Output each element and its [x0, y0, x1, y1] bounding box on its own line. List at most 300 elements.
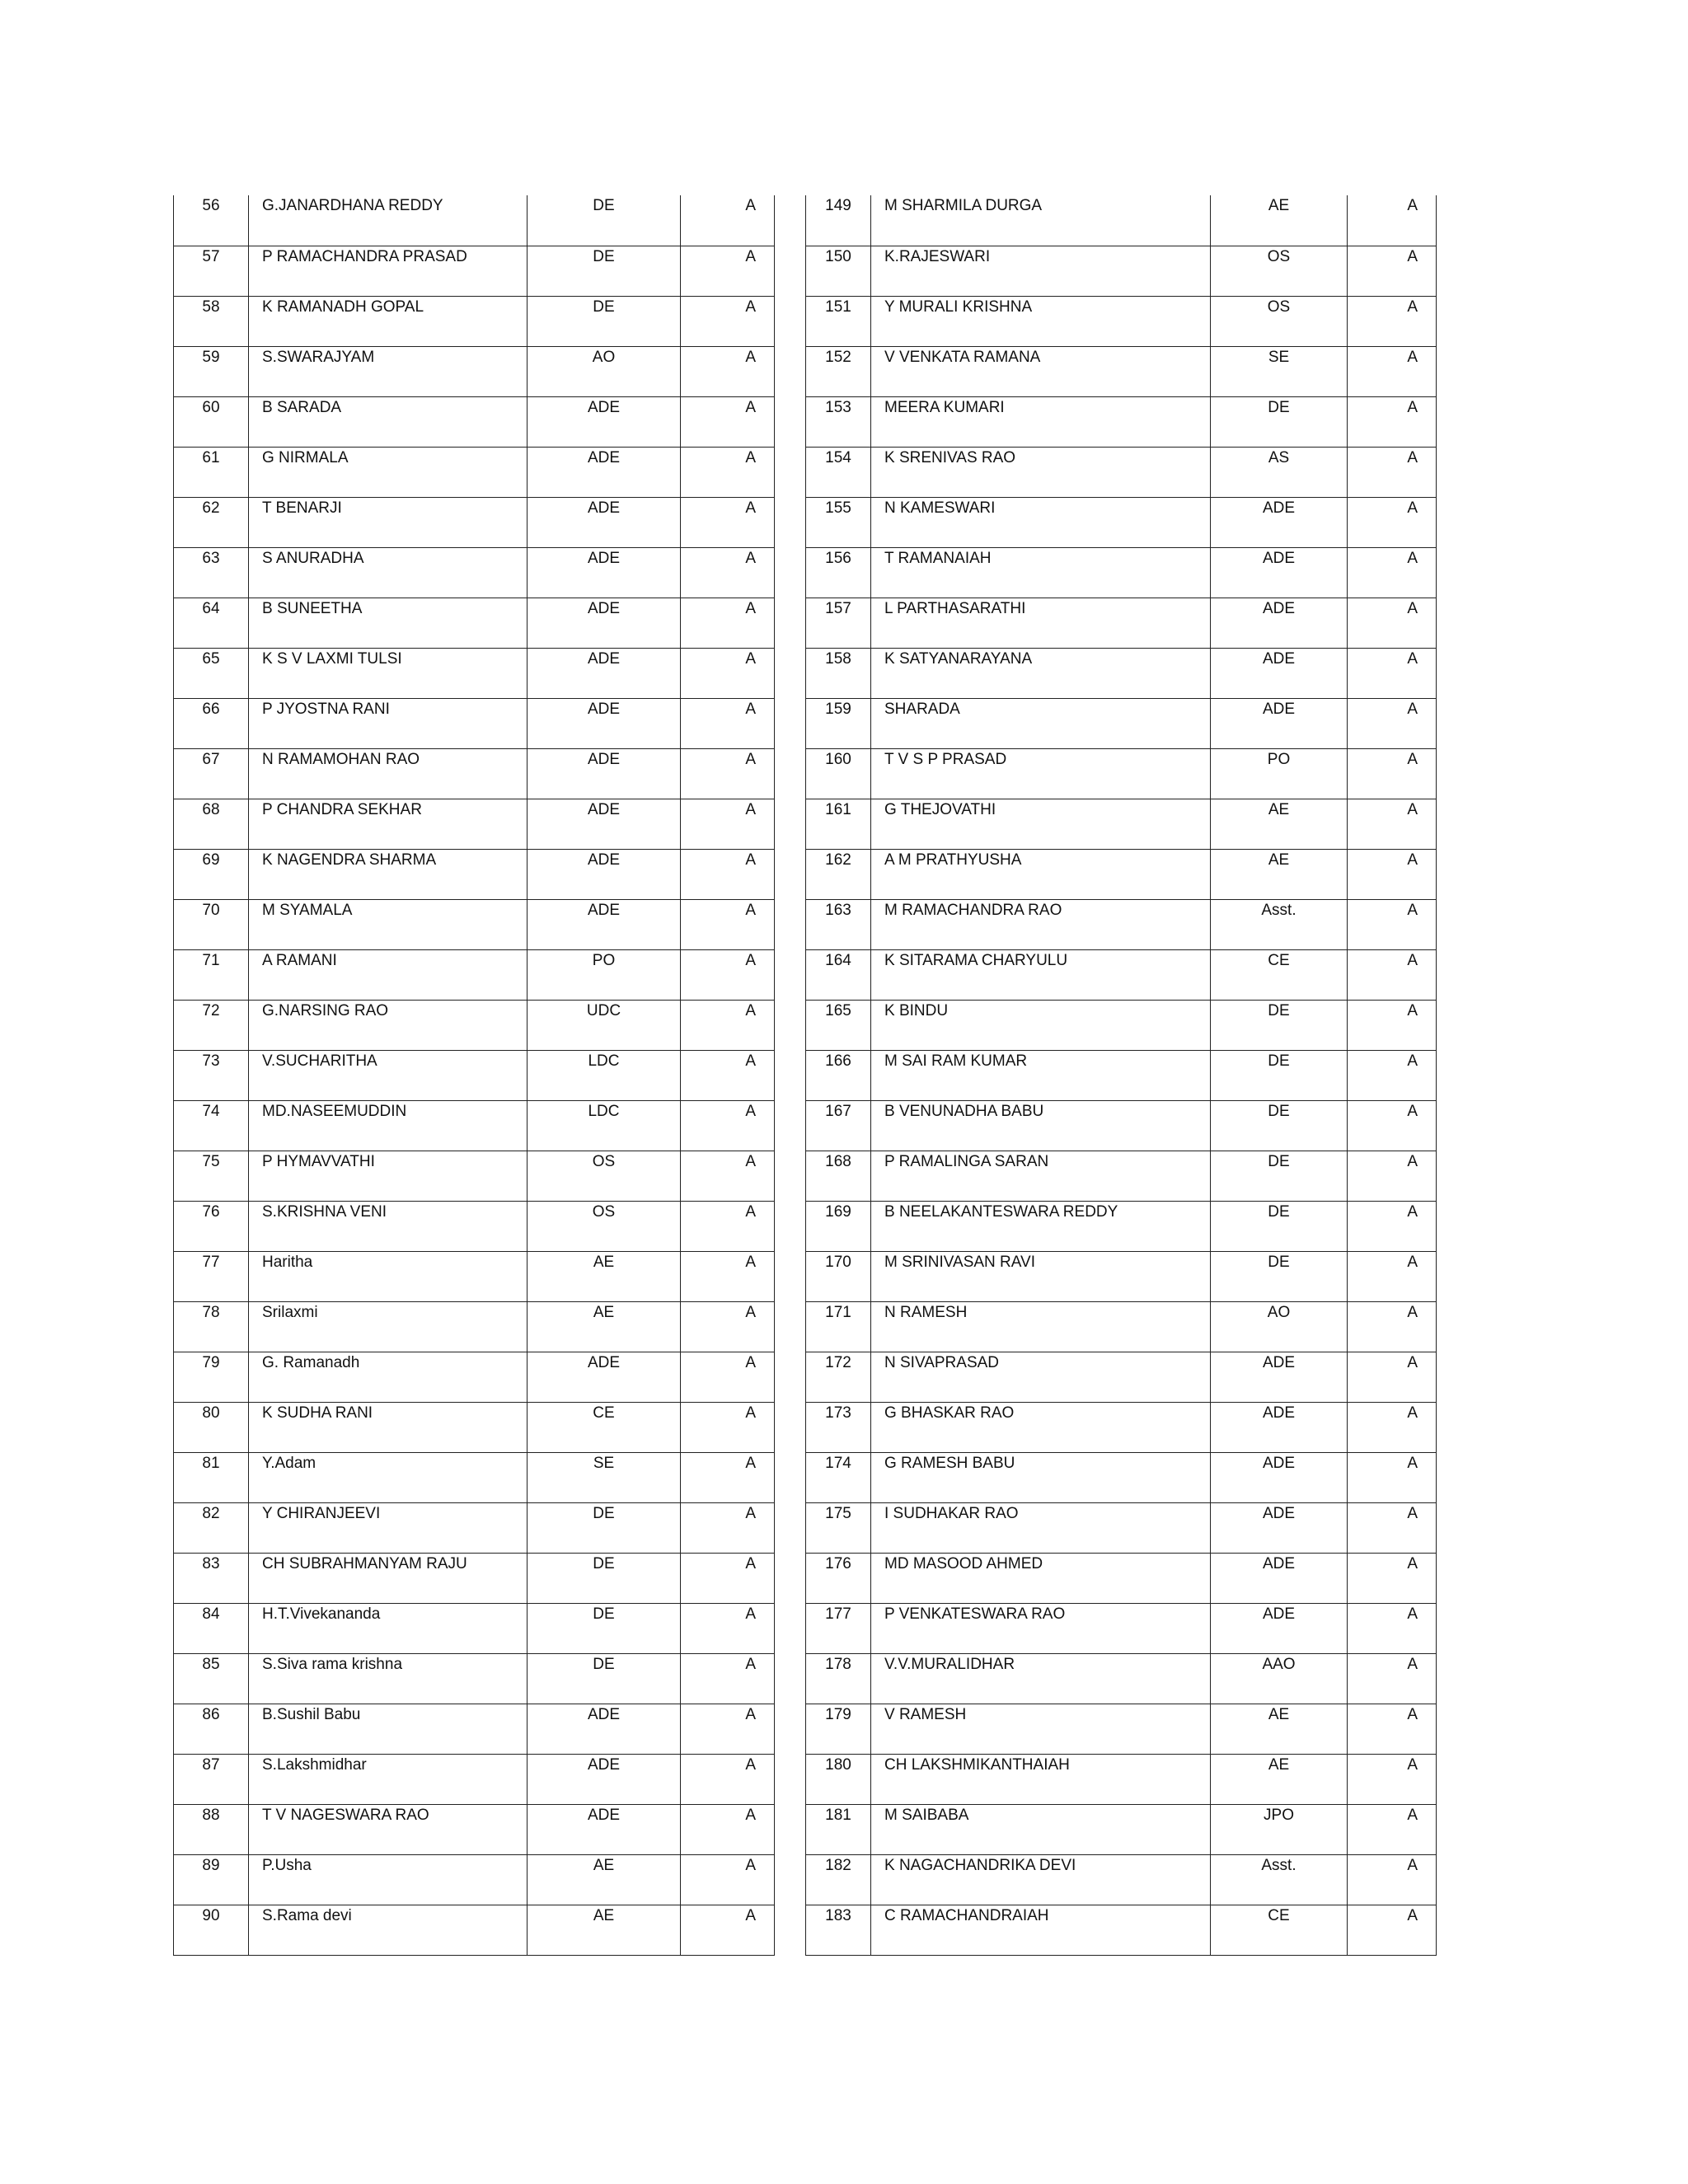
status-cell [1348, 195, 1437, 246]
serial-number-cell [174, 598, 249, 648]
table-row [806, 296, 1437, 346]
serial-number-cell [174, 1251, 249, 1301]
name-cell [249, 1553, 528, 1603]
status-cell [1348, 296, 1437, 346]
serial-number-text: 150 [825, 247, 851, 265]
designation-cell [1211, 497, 1348, 547]
status-text: A [1407, 197, 1418, 214]
status-text: A [745, 1504, 756, 1522]
designation-cell [528, 698, 681, 748]
name-cell [249, 1151, 528, 1201]
table-row [806, 1151, 1437, 1201]
table-row [174, 1704, 775, 1754]
designation-cell [1211, 1402, 1348, 1452]
name-cell [249, 648, 528, 698]
designation-cell [528, 1553, 681, 1603]
serial-number-text: 160 [825, 750, 851, 768]
designation-cell [1211, 195, 1348, 246]
status-cell [681, 648, 775, 698]
name-cell [249, 1000, 528, 1050]
name-text: K BINDU [884, 1001, 949, 1019]
serial-number-text: 162 [825, 851, 851, 869]
designation-cell [1211, 1653, 1348, 1704]
serial-number-cell [806, 1754, 871, 1804]
table-row [174, 1050, 775, 1100]
designation-cell [528, 1201, 681, 1251]
serial-number-cell [806, 497, 871, 547]
name-cell [871, 1000, 1211, 1050]
serial-number-text: 153 [825, 398, 851, 416]
status-cell [1348, 1754, 1437, 1804]
name-text: G THEJOVATHI [884, 800, 996, 818]
serial-number-text: 85 [202, 1655, 220, 1673]
status-cell [681, 547, 775, 598]
name-cell [249, 1704, 528, 1754]
table-row [806, 899, 1437, 949]
designation-cell [528, 1704, 681, 1754]
name-cell [249, 1502, 528, 1553]
table-row [806, 1301, 1437, 1352]
table-row [174, 849, 775, 899]
status-cell [681, 1754, 775, 1804]
serial-number-text: 167 [825, 1102, 851, 1120]
status-cell [681, 1653, 775, 1704]
designation-text: ADE [1262, 1353, 1296, 1371]
status-text: A [745, 398, 756, 416]
status-text: A [1407, 398, 1418, 416]
table-row [174, 296, 775, 346]
name-cell [249, 246, 528, 296]
status-cell [681, 246, 775, 296]
name-text: N RAMESH [884, 1303, 968, 1321]
status-cell [681, 748, 775, 799]
serial-number-cell [174, 748, 249, 799]
name-text: P HYMAVVATHI [262, 1152, 375, 1170]
serial-number-cell [806, 1301, 871, 1352]
name-cell [249, 547, 528, 598]
designation-cell [1211, 1905, 1348, 1955]
designation-text: AE [593, 1303, 615, 1321]
status-cell [1348, 447, 1437, 497]
serial-number-text: 168 [825, 1152, 851, 1170]
designation-text: DE [593, 1605, 615, 1623]
designation-text: AE [1268, 197, 1290, 214]
designation-cell [528, 246, 681, 296]
status-cell [1348, 346, 1437, 396]
designation-text: JPO [1264, 1806, 1294, 1824]
name-text: K NAGENDRA SHARMA [262, 851, 437, 869]
serial-number-cell [806, 1653, 871, 1704]
name-cell [871, 799, 1211, 849]
status-text: A [745, 1806, 756, 1824]
name-text: T V S P PRASAD [884, 750, 1007, 768]
name-cell [249, 698, 528, 748]
serial-number-cell [806, 1000, 871, 1050]
serial-number-cell [174, 195, 249, 246]
serial-number-text: 152 [825, 348, 851, 366]
table-row [806, 497, 1437, 547]
designation-cell [1211, 1100, 1348, 1151]
serial-number-text: 172 [825, 1353, 851, 1371]
designation-text: AE [593, 1253, 615, 1271]
designation-cell [528, 1301, 681, 1352]
table-row [174, 598, 775, 648]
serial-number-text: 176 [825, 1554, 851, 1572]
table-row [174, 748, 775, 799]
table-row [174, 949, 775, 1000]
table-row [174, 1000, 775, 1050]
designation-text: DE [1268, 1202, 1290, 1221]
designation-cell [528, 396, 681, 447]
serial-number-cell [174, 447, 249, 497]
designation-text: DE [1268, 1052, 1290, 1070]
name-text: P CHANDRA SEKHAR [262, 800, 422, 818]
designation-text: CE [1268, 951, 1290, 969]
serial-number-cell [806, 1251, 871, 1301]
name-text: B SUNEETHA [262, 599, 363, 617]
status-text: A [1407, 851, 1418, 869]
serial-number-text: 164 [825, 951, 851, 969]
table-row [174, 1151, 775, 1201]
name-text: K SRENIVAS RAO [884, 448, 1016, 466]
status-text: A [1407, 951, 1418, 969]
serial-number-text: 67 [202, 750, 220, 768]
table-row [806, 648, 1437, 698]
name-text: B SARADA [262, 398, 342, 416]
serial-number-cell [174, 899, 249, 949]
status-cell [1348, 1603, 1437, 1653]
serial-number-cell [174, 1603, 249, 1653]
serial-number-text: 58 [202, 298, 220, 316]
serial-number-text: 173 [825, 1404, 851, 1422]
designation-cell [528, 1251, 681, 1301]
status-text: A [1407, 1303, 1418, 1321]
status-cell [681, 799, 775, 849]
serial-number-cell [174, 949, 249, 1000]
serial-number-text: 75 [202, 1152, 220, 1170]
designation-text: UDC [586, 1001, 621, 1019]
designation-text: AS [1268, 448, 1290, 466]
name-cell [871, 899, 1211, 949]
name-cell [871, 296, 1211, 346]
serial-number-text: 84 [202, 1605, 220, 1623]
status-cell [1348, 1653, 1437, 1704]
status-cell [1348, 1251, 1437, 1301]
serial-number-cell [806, 396, 871, 447]
name-text: H.T.Vivekananda [262, 1605, 381, 1623]
table-row [174, 648, 775, 698]
designation-cell [528, 497, 681, 547]
serial-number-text: 157 [825, 599, 851, 617]
status-text: A [1407, 901, 1418, 919]
serial-number-text: 171 [825, 1303, 851, 1321]
status-cell [1348, 949, 1437, 1000]
name-cell [871, 447, 1211, 497]
name-cell [249, 1100, 528, 1151]
designation-cell [1211, 1603, 1348, 1653]
serial-number-cell [806, 1050, 871, 1100]
name-cell [249, 195, 528, 246]
name-cell [249, 598, 528, 648]
name-text: B VENUNADHA BABU [884, 1102, 1044, 1120]
designation-text: ADE [587, 901, 621, 919]
status-text: A [745, 1605, 756, 1623]
status-cell [1348, 1050, 1437, 1100]
serial-number-text: 161 [825, 800, 851, 818]
name-cell [249, 1804, 528, 1854]
name-text: T BENARJI [262, 499, 342, 517]
name-text: G BHASKAR RAO [884, 1404, 1015, 1422]
serial-number-text: 70 [202, 901, 220, 919]
status-text: A [1407, 1605, 1418, 1623]
name-cell [249, 1854, 528, 1905]
serial-number-text: 63 [202, 549, 220, 567]
status-text: A [1407, 1404, 1418, 1422]
status-text: A [745, 1202, 756, 1221]
table-row [174, 1251, 775, 1301]
table-row [806, 748, 1437, 799]
designation-text: OS [592, 1202, 616, 1221]
serial-number-cell [806, 899, 871, 949]
status-text: A [745, 499, 756, 517]
serial-number-cell [174, 547, 249, 598]
table-row [174, 698, 775, 748]
status-text: A [1407, 800, 1418, 818]
designation-cell [528, 296, 681, 346]
designation-text: ADE [587, 700, 621, 718]
name-text: T RAMANAIAH [884, 549, 992, 567]
name-text: Srilaxmi [262, 1303, 318, 1321]
serial-number-cell [806, 1553, 871, 1603]
status-cell [1348, 598, 1437, 648]
status-text: A [745, 247, 756, 265]
designation-text: Asst. [1261, 1856, 1296, 1874]
status-cell [1348, 748, 1437, 799]
status-cell [681, 447, 775, 497]
status-cell [681, 949, 775, 1000]
name-text: M SYAMALA [262, 901, 353, 919]
designation-text: SE [593, 1454, 615, 1472]
name-cell [249, 1301, 528, 1352]
designation-cell [1211, 799, 1348, 849]
table-row [806, 1452, 1437, 1502]
status-cell [1348, 1804, 1437, 1854]
serial-number-cell [806, 1502, 871, 1553]
table-row [174, 1201, 775, 1251]
name-text: K SATYANARAYANA [884, 649, 1033, 668]
table-row [806, 1553, 1437, 1603]
designation-text: AO [592, 348, 616, 366]
serial-number-text: 156 [825, 549, 851, 567]
designation-cell [528, 1100, 681, 1151]
name-text: G.NARSING RAO [262, 1001, 389, 1019]
serial-number-cell [174, 849, 249, 899]
status-cell [681, 598, 775, 648]
serial-number-text: 155 [825, 499, 851, 517]
status-text: A [745, 1554, 756, 1572]
status-cell [681, 1000, 775, 1050]
serial-number-text: 80 [202, 1404, 220, 1422]
serial-number-text: 68 [202, 800, 220, 818]
name-text: K.RAJESWARI [884, 247, 991, 265]
name-text: S.Siva rama krishna [262, 1655, 403, 1673]
status-text: A [1407, 448, 1418, 466]
designation-cell [1211, 748, 1348, 799]
name-cell [871, 1603, 1211, 1653]
serial-number-text: 59 [202, 348, 220, 366]
serial-number-text: 154 [825, 448, 851, 466]
designation-cell [1211, 1151, 1348, 1201]
status-cell [1348, 1502, 1437, 1553]
table-row [806, 1905, 1437, 1955]
designation-text: ADE [1262, 1454, 1296, 1472]
name-text: Y CHIRANJEEVI [262, 1504, 381, 1522]
status-text: A [745, 901, 756, 919]
table-row [174, 1100, 775, 1151]
table-row [806, 1000, 1437, 1050]
serial-number-text: 159 [825, 700, 851, 718]
serial-number-cell [174, 1050, 249, 1100]
serial-number-cell [806, 547, 871, 598]
status-text: A [745, 197, 756, 214]
status-text: A [745, 1906, 756, 1924]
status-cell [681, 195, 775, 246]
table-row [806, 949, 1437, 1000]
status-text: A [1407, 1504, 1418, 1522]
status-text: A [745, 549, 756, 567]
status-cell [681, 296, 775, 346]
status-cell [1348, 1452, 1437, 1502]
designation-cell [528, 1754, 681, 1804]
status-cell [681, 698, 775, 748]
serial-number-cell [806, 195, 871, 246]
name-text: S ANURADHA [262, 549, 364, 567]
designation-text: ADE [587, 1705, 621, 1723]
designation-cell [528, 447, 681, 497]
serial-number-text: 177 [825, 1605, 851, 1623]
designation-text: AE [593, 1856, 615, 1874]
name-text: K RAMANADH GOPAL [262, 298, 424, 316]
status-cell [1348, 1301, 1437, 1352]
status-cell [681, 497, 775, 547]
designation-text: ADE [1262, 1504, 1296, 1522]
serial-number-text: 149 [825, 197, 851, 214]
name-cell [871, 598, 1211, 648]
table-row [174, 1653, 775, 1704]
table-row [806, 396, 1437, 447]
right-staff-table [805, 195, 1437, 1956]
table-row [806, 1754, 1437, 1804]
name-cell [249, 799, 528, 849]
table-row [806, 849, 1437, 899]
table-row [174, 447, 775, 497]
status-text: A [745, 599, 756, 617]
name-cell [871, 949, 1211, 1000]
serial-number-text: 181 [825, 1806, 851, 1824]
table-row [806, 1603, 1437, 1653]
status-text: A [1407, 1655, 1418, 1673]
status-text: A [1407, 1001, 1418, 1019]
status-text: A [745, 1052, 756, 1070]
name-text: N SIVAPRASAD [884, 1353, 1000, 1371]
serial-number-cell [174, 1100, 249, 1151]
name-cell [249, 497, 528, 547]
designation-text: DE [1268, 1152, 1290, 1170]
status-text: A [1407, 1906, 1418, 1924]
designation-cell [528, 1000, 681, 1050]
serial-number-cell [806, 1100, 871, 1151]
designation-text: ADE [587, 1806, 621, 1824]
designation-text: ADE [1262, 499, 1296, 517]
name-text: P RAMALINGA SARAN [884, 1152, 1049, 1170]
serial-number-cell [806, 849, 871, 899]
designation-cell [528, 195, 681, 246]
serial-number-cell [806, 648, 871, 698]
name-cell [871, 1100, 1211, 1151]
status-cell [681, 899, 775, 949]
designation-cell [528, 1402, 681, 1452]
name-cell [871, 1653, 1211, 1704]
name-text: Y.Adam [262, 1454, 316, 1472]
serial-number-cell [174, 346, 249, 396]
serial-number-text: 182 [825, 1856, 851, 1874]
table-row [174, 799, 775, 849]
serial-number-text: 56 [202, 197, 220, 214]
serial-number-cell [174, 1804, 249, 1854]
designation-cell [528, 1502, 681, 1553]
designation-text: ADE [1262, 599, 1296, 617]
designation-cell [1211, 1854, 1348, 1905]
status-cell [681, 1201, 775, 1251]
name-text: N RAMAMOHAN RAO [262, 750, 420, 768]
designation-cell [528, 1854, 681, 1905]
name-text: B NEELAKANTESWARA REDDY [884, 1202, 1118, 1221]
table-row [806, 547, 1437, 598]
serial-number-text: 87 [202, 1755, 220, 1774]
status-text: A [1407, 1705, 1418, 1723]
designation-text: ADE [587, 649, 621, 668]
name-cell [871, 1905, 1211, 1955]
designation-cell [1211, 1553, 1348, 1603]
status-cell [681, 1100, 775, 1151]
serial-number-text: 66 [202, 700, 220, 718]
serial-number-cell [806, 1201, 871, 1251]
name-text: MD.NASEEMUDDIN [262, 1102, 407, 1120]
table-row [174, 1754, 775, 1804]
table-row [174, 1352, 775, 1402]
status-cell [1348, 1402, 1437, 1452]
designation-text: CE [1268, 1906, 1290, 1924]
status-text: A [745, 1655, 756, 1673]
designation-cell [1211, 346, 1348, 396]
status-cell [1348, 1704, 1437, 1754]
designation-cell [1211, 949, 1348, 1000]
serial-number-text: 175 [825, 1504, 851, 1522]
status-text: A [745, 1253, 756, 1271]
designation-text: ADE [587, 1353, 621, 1371]
name-text: G.JANARDHANA REDDY [262, 197, 443, 214]
serial-number-cell [806, 1704, 871, 1754]
status-text: A [1407, 499, 1418, 517]
serial-number-text: 183 [825, 1906, 851, 1924]
serial-number-cell [806, 1603, 871, 1653]
table-row [806, 1201, 1437, 1251]
status-cell [1348, 698, 1437, 748]
serial-number-cell [174, 1553, 249, 1603]
serial-number-text: 169 [825, 1202, 851, 1221]
name-text: MEERA KUMARI [884, 398, 1005, 416]
serial-number-cell [174, 1754, 249, 1804]
